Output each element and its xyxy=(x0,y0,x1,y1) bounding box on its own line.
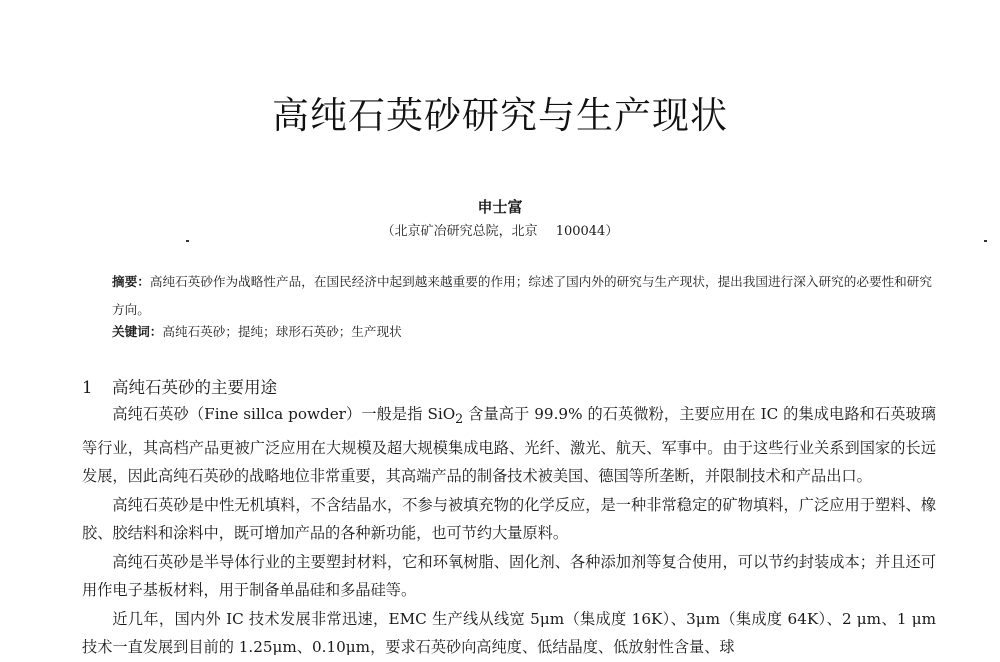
affiliation-postcode: 100044 xyxy=(555,224,606,239)
section-title: 高纯石英砂的主要用途 xyxy=(112,378,277,397)
keywords-label: 关键词： xyxy=(112,324,163,339)
section-body xyxy=(82,400,936,662)
body-paragraph: 高纯石英砂是半导体行业的主要塑封材料，它和环氧树脂、固化剂、各种添加剂等复合使用，可以节约封装成本；并且还可用作电子基板材料，用于制备单晶硅和多晶硅等。 xyxy=(82,552,936,600)
paragraph-text-before-formula: 高纯石英砂（Fine sillca powder）一般是指 SiO xyxy=(112,405,456,423)
body-paragraph: 高纯石英砂是中性无机填料，不含结晶水，不参与被填充物的化学反应，是一种非常稳定的矿物填料，广泛应用于塑料、橡胶、胶结料和涂料中，既可增加产品的各种新功能，也可节约大量原料。 xyxy=(82,495,936,543)
abstract xyxy=(112,268,932,324)
author-affiliation xyxy=(0,220,1000,239)
abstract-label: 摘要： xyxy=(112,274,150,289)
abstract-text: 高纯石英砂作为战略性产品，在国民经济中起到越来越重要的作用；综述了国内外的研究与生产现状，提出我国进行深入研究的必要性和研究方向。 xyxy=(112,274,933,317)
body-paragraph: 近几年，国内外 IC 技术发展非常迅速，EMC 生产线从线宽 5μm（集成度 16K）、3μm（集成度 64K）、2 μm、1 μm 技术一直发展到目前的 1.25μm、0.10μm，要求石英砂向高纯度、低结晶度、低放射性含量、球 xyxy=(82,609,936,657)
section-number: 1 xyxy=(82,378,93,397)
keywords-text: 高纯石英砂；提纯；球形石英砂；生产现状 xyxy=(162,324,402,339)
author-name: 申士富 xyxy=(477,198,523,216)
formula-subscript: 2 xyxy=(455,411,464,427)
affiliation-open-paren: （ xyxy=(381,224,395,239)
section-heading xyxy=(82,374,277,398)
paper-title: 高纯石英砂研究与生产现状 xyxy=(272,94,728,137)
body-paragraph xyxy=(82,400,936,491)
scan-speck xyxy=(984,240,987,242)
paragraph-text-after-formula: 含量高于 99.9% 的石英微粉，主要应用在 IC 的集成电路和石英玻璃等行业，其高档产品更被广泛应用在大规模及超大规模集成电路、光纤、激光、航天、军事中。由于这些行业关系到国家的长远发展，因此高纯石英砂的战略地位非常重要，其高端产品的制备技术被美国、德国等所垄断，并限制技术和产品出口。 xyxy=(82,405,936,486)
scan-speck xyxy=(186,240,189,242)
keywords xyxy=(112,322,932,342)
affiliation-institution: 北京矿冶研究总院，北京 xyxy=(394,224,538,239)
affiliation-close-paren: ） xyxy=(605,224,619,239)
